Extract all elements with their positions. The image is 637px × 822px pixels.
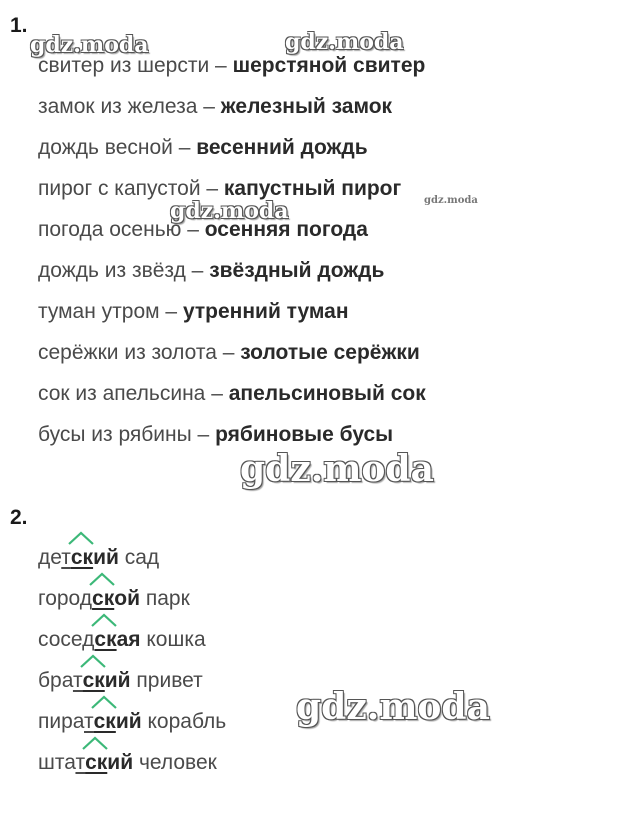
suffix: ск — [85, 751, 107, 774]
word-root: горо — [38, 587, 80, 610]
watermark: gdz.moda — [30, 32, 149, 58]
watermark: gdz.moda — [424, 195, 478, 206]
adjective-phrase: апельсиновый сок — [228, 382, 426, 405]
ending: ий — [115, 710, 142, 733]
adjective-phrase: звёздный дождь — [209, 259, 385, 282]
source-phrase: замок из железа – — [38, 95, 221, 118]
noun: кошка — [140, 628, 206, 651]
suffix: ск — [92, 587, 114, 610]
noun: человек — [133, 751, 217, 774]
word-line — [38, 546, 159, 570]
word-root: пира — [38, 710, 84, 733]
watermark: gdz.moda — [240, 448, 434, 490]
source-phrase: свитер из шерсти – — [38, 54, 233, 77]
source-phrase: пирог с капустой – — [38, 177, 224, 200]
phrase-line — [38, 95, 392, 119]
section-1-number: 1. — [10, 14, 28, 37]
word-root: де — [38, 546, 62, 569]
word-line — [38, 710, 226, 734]
ending: ой — [114, 587, 140, 610]
adjective-phrase: золотые серёжки — [240, 341, 420, 364]
ending: ая — [116, 628, 141, 651]
underlined-letter: т — [75, 751, 86, 774]
section-2-number: 2. — [10, 506, 28, 529]
word-root: бра — [38, 669, 73, 692]
word-line — [38, 587, 190, 611]
phrase-line — [38, 300, 349, 324]
underlined-letter: д — [79, 587, 93, 610]
ending: ий — [104, 669, 131, 692]
word-root: шта — [38, 751, 76, 774]
source-phrase: туман утром – — [38, 300, 183, 323]
suffix-mark-icon — [80, 654, 106, 668]
word-line — [38, 669, 203, 693]
source-phrase: бусы из рябины – — [38, 423, 216, 446]
adjective-word — [38, 628, 141, 652]
underlined-letter: т — [61, 546, 71, 569]
word-root: сосе — [38, 628, 83, 651]
source-phrase: дождь весной – — [38, 136, 197, 159]
suffix-mark-icon — [68, 531, 94, 545]
suffix: ск — [94, 710, 116, 733]
adjective-word — [38, 751, 133, 775]
source-phrase: сок из апельсина – — [38, 382, 229, 405]
ending: ий — [93, 546, 119, 569]
adjective-word — [38, 710, 142, 734]
adjective-phrase: утренний туман — [182, 300, 349, 323]
suffix: ск — [94, 628, 116, 651]
word-line — [38, 751, 217, 775]
source-phrase: погода осенью – — [38, 218, 205, 241]
phrase-line — [38, 136, 368, 160]
suffix-mark-icon — [89, 572, 115, 586]
suffix: ск — [71, 546, 93, 569]
suffix-mark-icon — [82, 736, 108, 750]
adjective-phrase: рябиновые бусы — [215, 423, 394, 446]
word-line — [38, 628, 206, 652]
ending: ий — [107, 751, 134, 774]
underlined-letter: т — [72, 669, 83, 692]
adjective-phrase: весенний дождь — [196, 136, 368, 159]
phrase-line — [38, 341, 420, 365]
source-phrase: дождь из звёзд – — [38, 259, 210, 282]
suffix: ск — [83, 669, 105, 692]
adjective-phrase: капустный пирог — [223, 177, 402, 200]
watermark: gdz.moda — [285, 29, 404, 55]
watermark: gdz.moda — [296, 686, 490, 728]
suffix-mark-icon — [91, 613, 117, 627]
phrase-line — [38, 259, 384, 283]
underlined-letter: т — [84, 710, 94, 733]
adjective-phrase: железный замок — [220, 95, 393, 118]
phrase-line — [38, 382, 426, 406]
phrase-line — [38, 423, 393, 447]
adjective-phrase: шерстяной свитер — [232, 54, 426, 77]
noun: привет — [130, 669, 203, 692]
adjective-word — [38, 669, 131, 693]
underlined-letter: д — [82, 628, 95, 651]
noun: парк — [140, 587, 190, 610]
noun: сад — [118, 546, 160, 569]
watermark: gdz.moda — [170, 198, 289, 224]
adjective-word — [38, 546, 119, 570]
suffix-mark-icon — [91, 695, 117, 709]
adjective-phrase: осенняя погода — [204, 218, 368, 241]
source-phrase: серёжки из золота – — [38, 341, 241, 364]
adjective-word — [38, 587, 140, 611]
noun: корабль — [141, 710, 227, 733]
